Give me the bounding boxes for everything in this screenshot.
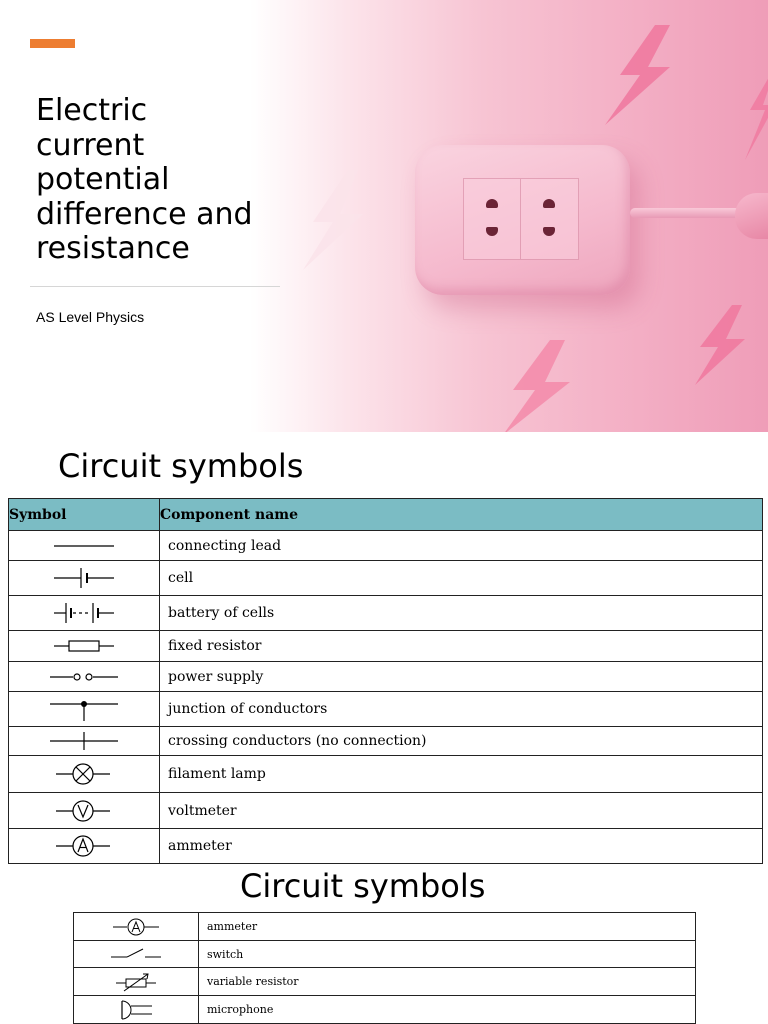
- table-row: [74, 941, 696, 968]
- microphone-icon: [116, 999, 156, 1021]
- component-name: filament lamp: [160, 756, 763, 793]
- socket-plate: [463, 178, 579, 260]
- symbol-column-header: Symbol: [9, 499, 160, 531]
- slide-title: Circuit symbols: [240, 867, 486, 905]
- table-row: [9, 756, 763, 793]
- power-socket-image: [415, 145, 630, 295]
- table-header-row: [9, 499, 763, 531]
- table-row: [9, 727, 763, 756]
- battery-icon: [49, 601, 119, 625]
- variable-resistor-icon: [114, 971, 158, 993]
- slide-title: Circuit symbols: [58, 447, 304, 485]
- component-column-header: Component name: [160, 499, 763, 531]
- fixed-resistor-icon: [49, 638, 119, 654]
- component-name: switch: [199, 941, 696, 968]
- component-name: ammeter: [199, 913, 696, 941]
- connecting-lead-icon: [49, 539, 119, 553]
- title-line: resistance: [36, 231, 190, 266]
- lightning-bolt-icon: [495, 340, 575, 432]
- table-row: [74, 996, 696, 1024]
- component-name: ammeter: [160, 829, 763, 864]
- component-name: variable resistor: [199, 968, 696, 996]
- circuit-symbols-table: [8, 498, 763, 864]
- table-row: [74, 968, 696, 996]
- power-supply-icon: [47, 670, 121, 684]
- table-row: [9, 662, 763, 692]
- table-row: [9, 829, 763, 864]
- table-row: [9, 596, 763, 631]
- filament-lamp-icon: [54, 760, 114, 788]
- lightning-bolt-icon: [600, 25, 675, 125]
- component-name: voltmeter: [160, 793, 763, 829]
- table-row: [9, 631, 763, 662]
- power-cable: [630, 208, 740, 218]
- accent-bar: [30, 39, 75, 48]
- circuit-symbols-slide: [0, 433, 768, 865]
- title-line: Electric: [36, 93, 148, 128]
- junction-icon: [47, 696, 121, 722]
- component-name: junction of conductors: [160, 692, 763, 727]
- component-name: power supply: [160, 662, 763, 692]
- cell-icon: [49, 566, 119, 590]
- circuit-symbols-table-2: [73, 912, 696, 1024]
- title-line: difference and: [36, 196, 253, 232]
- component-name: crossing conductors (no connection): [160, 727, 763, 756]
- slide-title: [36, 94, 296, 267]
- crossing-conductors-icon: [47, 730, 121, 752]
- slide-subtitle: AS Level Physics: [36, 309, 145, 325]
- title-slide: [0, 0, 768, 432]
- component-name: connecting lead: [160, 531, 763, 561]
- table-row: [9, 561, 763, 596]
- component-name: fixed resistor: [160, 631, 763, 662]
- lightning-bolt-icon: [298, 170, 368, 270]
- circuit-symbols-slide-2: [0, 865, 768, 1024]
- lightning-bolt-icon: [745, 70, 768, 160]
- component-name: microphone: [199, 996, 696, 1024]
- table-row: [9, 531, 763, 561]
- component-name: cell: [160, 561, 763, 596]
- component-name: battery of cells: [160, 596, 763, 631]
- table-row: [9, 692, 763, 727]
- ammeter-icon: [111, 916, 161, 938]
- table-row: [74, 913, 696, 941]
- ammeter-icon: [54, 832, 114, 860]
- title-line: potential: [36, 162, 170, 197]
- voltmeter-icon: [54, 797, 114, 825]
- table-row: [9, 793, 763, 829]
- switch-icon: [109, 946, 163, 962]
- lightning-bolt-icon: [690, 305, 750, 385]
- title-divider: [30, 286, 280, 287]
- title-line: current: [36, 127, 145, 163]
